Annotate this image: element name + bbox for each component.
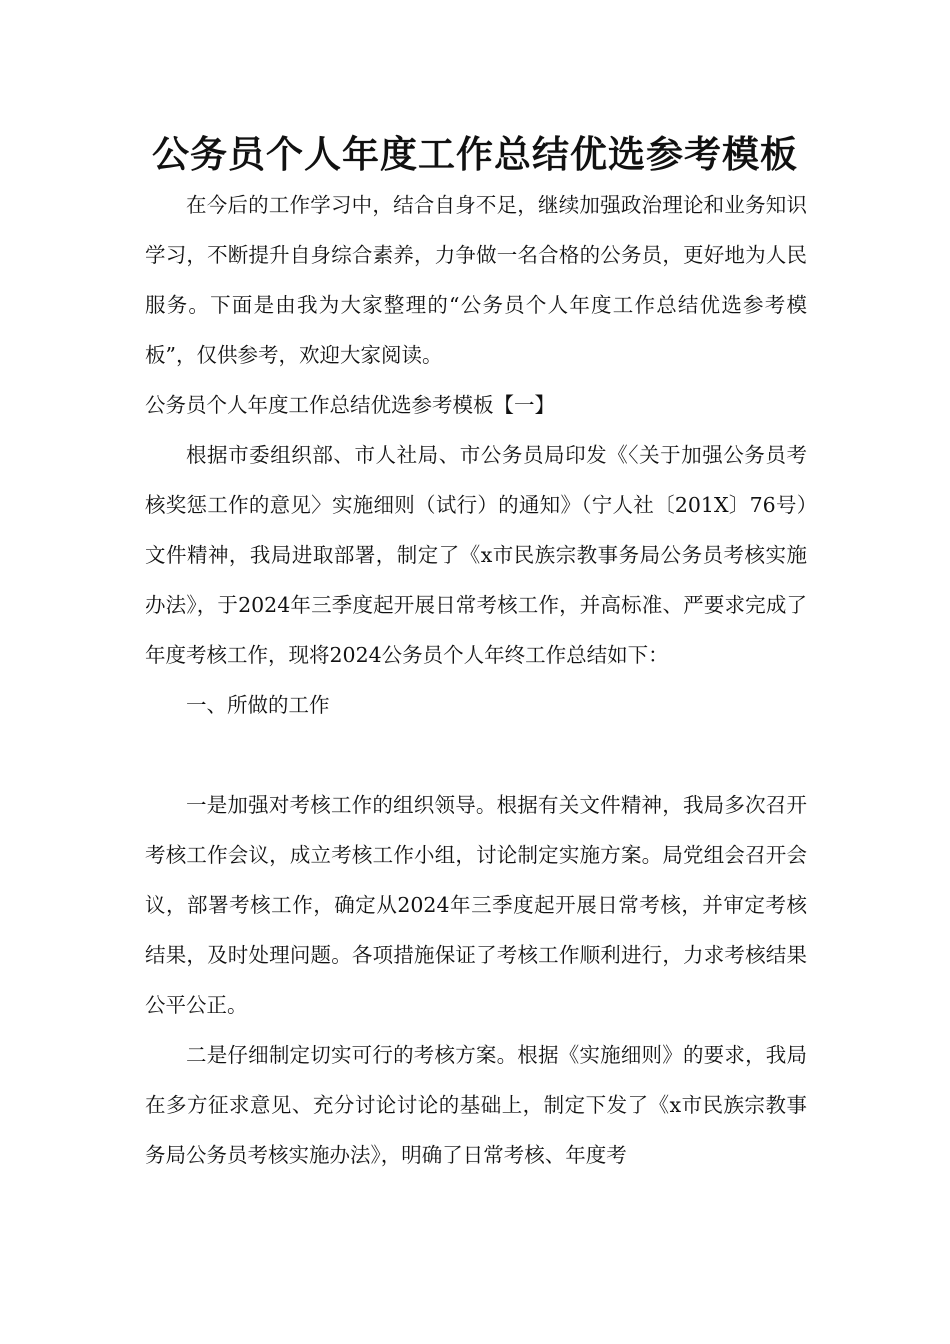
intro-paragraph: 在今后的工作学习中，结合自身不足，继续加强政治理论和业务知识学习，不断提升自身综合素养，力争做一名合格的公务员，更好地为人民服务。下面是由我为大家整理的“公务员个人年度工作总结优选参考模板”，仅供参考，欢迎大家阅读。 [145, 193, 807, 367]
blank-line [145, 730, 807, 780]
section-heading: 公务员个人年度工作总结优选参考模板【一】 [145, 393, 555, 417]
body-paragraph: 二是仔细制定切实可行的考核方案。根据《实施细则》的要求，我局在多方征求意见、充分讨论讨论的基础上，制定下发了《x市民族宗教事务局公务员考核实施办法》，明确了日常考核、年度考 [145, 1043, 807, 1167]
body-paragraph: 一是加强对考核工作的组织领导。根据有关文件精神，我局多次召开考核工作会议，成立考核工作小组，讨论制定实施方案。局党组会召开会议，部署考核工作，确定从2024年三季度起开展日常考核，并审定考核结果，及时处理问题。各项措施保证了考核工作顺利进行，力求考核结果公平公正。 [145, 793, 807, 1017]
body-paragraph: 根据市委组织部、市人社局、市公务员局印发《〈关于加强公务员考核奖惩工作的意见〉实施细则（试行）的通知》（宁人社〔201X〕76号）文件精神，我局进取部署，制定了《x市民族宗教事务局公务员考核实施办法》，于2024年三季度起开展日常考核工作，并高标准、严要求完成了年度考核工作，现将2024公务员个人年终工作总结如下： [145, 443, 807, 667]
document-title: 公务员个人年度工作总结优选参考模板 [152, 132, 798, 176]
document-body [145, 180, 807, 1180]
subsection-heading: 一、所做的工作 [186, 693, 330, 717]
